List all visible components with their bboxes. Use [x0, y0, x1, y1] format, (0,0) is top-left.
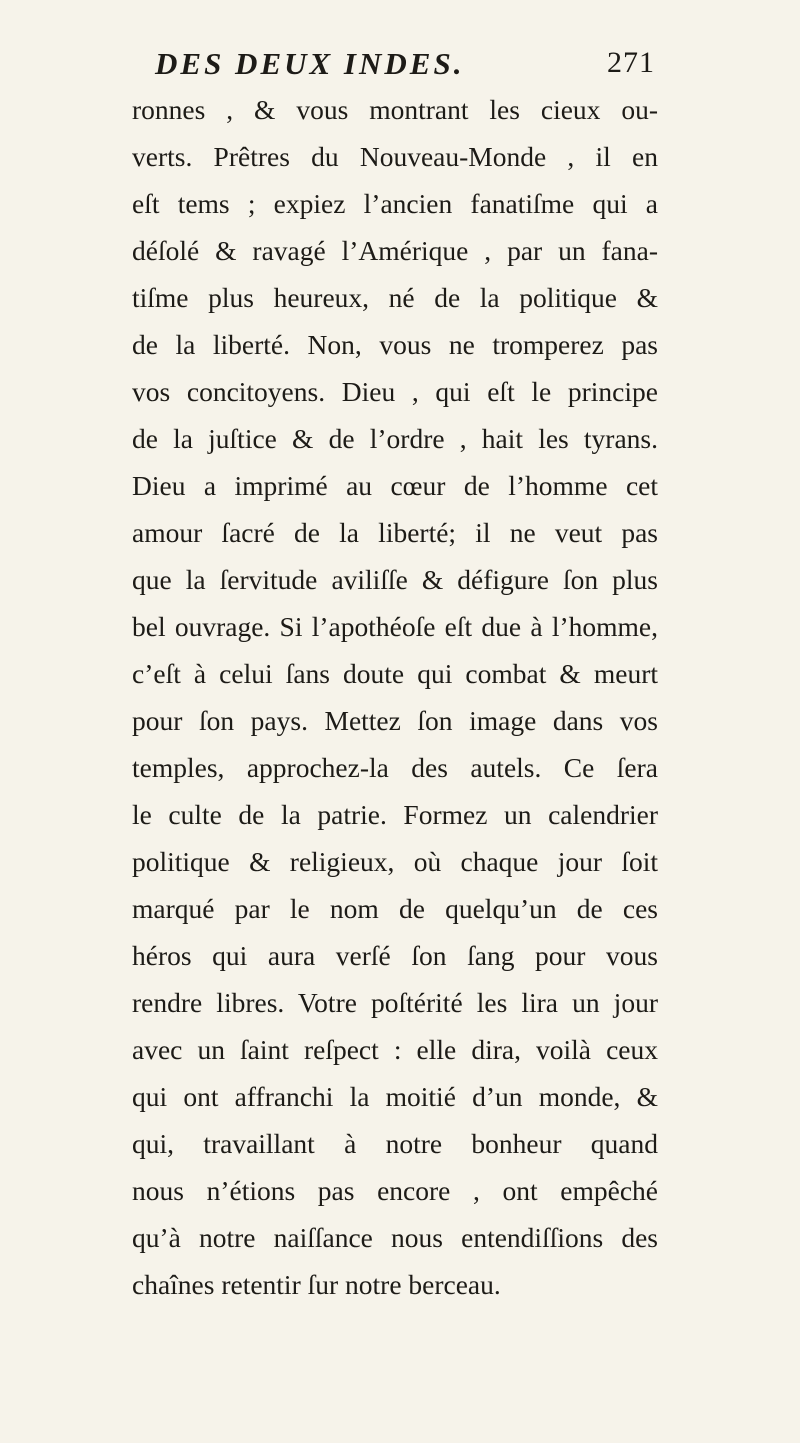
- text-line: pour ſon pays. Mettez ſon image dans vos: [132, 705, 658, 736]
- text-line: marqué par le nom de quelqu’un de ces: [132, 893, 658, 924]
- text-line: de la liberté. Non, vous ne tromperez pas: [132, 329, 658, 360]
- text-line: verts. Prêtres du Nouveau-Monde , il en: [132, 141, 658, 172]
- text-line: rendre libres. Votre poſtérité les lira un jour: [132, 987, 658, 1018]
- running-head-title: DES DEUX INDES.: [155, 46, 465, 81]
- text-line: déſolé & ravagé l’Amérique , par un fana-: [132, 235, 658, 266]
- running-head: [155, 46, 655, 90]
- text-line: c’eſt à celui ſans doute qui combat & meurt: [132, 658, 658, 689]
- text-line: Dieu a imprimé au cœur de l’homme cet: [132, 470, 658, 501]
- text-line: ronnes , & vous montrant les cieux ou-: [132, 94, 658, 125]
- text-line: avec un ſaint reſpect : elle dira, voilà ceux: [132, 1034, 658, 1065]
- text-line: qu’à notre naiſſance nous entendiſſions des: [132, 1222, 658, 1253]
- body-text: [132, 86, 658, 1308]
- text-line: vos concitoyens. Dieu , qui eſt le principe: [132, 376, 658, 407]
- text-line: héros qui aura verſé ſon ſang pour vous: [132, 940, 658, 971]
- text-line: le culte de la patrie. Formez un calendrier: [132, 799, 658, 830]
- text-line: amour ſacré de la liberté; il ne veut pas: [132, 517, 658, 548]
- text-line: tiſme plus heureux, né de la politique &: [132, 282, 658, 313]
- text-line: politique & religieux, où chaque jour ſoit: [132, 846, 658, 877]
- text-line: qui ont affranchi la moitié d’un monde, &: [132, 1081, 658, 1112]
- text-line: de la juſtice & de l’ordre , hait les tyrans.: [132, 423, 658, 454]
- text-line-last: chaînes retentir ſur notre berceau.: [132, 1269, 501, 1300]
- text-line: nous n’étions pas encore , ont empêché: [132, 1175, 658, 1206]
- page-number: 271: [607, 46, 655, 79]
- text-line: qui, travaillant à notre bonheur quand: [132, 1128, 658, 1159]
- text-line: bel ouvrage. Si l’apothéoſe eſt due à l’homme,: [132, 611, 658, 642]
- text-line: que la ſervitude aviliſſe & défigure ſon plus: [132, 564, 658, 595]
- text-line: eſt tems ; expiez l’ancien fanatiſme qui a: [132, 188, 658, 219]
- text-line: temples, approchez-la des autels. Ce ſera: [132, 752, 658, 783]
